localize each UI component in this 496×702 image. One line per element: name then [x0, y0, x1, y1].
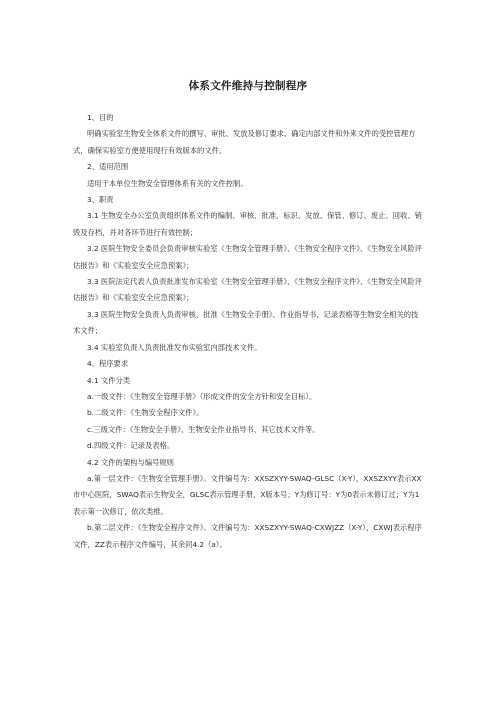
paragraph: 3.3 医院法定代表人负责批准发布实验室《生物安全管理手册》、《生物安全程序文件》、《生物安全风险评估报告》和《实验室安全应急预案》； [73, 277, 422, 303]
paragraph: 3.3 医院生物安全负责人负责审核、批准《生物安全手册》、作业指导书、记录表格等生物安全相关的技术文件； [73, 309, 419, 336]
document-title: 体系文件维持与控制程序 [188, 80, 308, 92]
document-body [73, 110, 425, 553]
paragraph: a.一级文件：《生物安全管理手册》（形成文件的安全方针和安全目标）。 [87, 391, 317, 401]
paragraph: 4、程序要求 [87, 359, 129, 369]
paragraph: 3、职责 [87, 195, 114, 205]
paragraph: 2、适用范围 [87, 162, 129, 172]
paragraph: d.四级文件：记录及表格。 [87, 441, 175, 451]
paragraph: 明确实验室生物安全体系文件的撰写、审批、发放及修订要求、确定内部文件和外来文件的受控管理方式，确保实验室方便使用现行有效版本的文件。 [73, 129, 416, 155]
paragraph: 4.2 文件的架构与编号规则 [87, 457, 174, 467]
paragraph: 4.1 文件分类 [87, 375, 131, 385]
paragraph: a.第一层文件：《生物安全管理手册》。文件编号为：XXSZXYY-SWAQ-GLSC（X-Y），XXSZXYY表示XX市中心医院，SWAQ表示生物安全，GLSC表示管理手册，X版本号；Y为修订号：Y为0表示未修订过；Y为1表示第一次修订，依次类推。 [73, 473, 422, 516]
paragraph: 3.2 医院生物安全委员会负责审核实验室《生物安全管理手册》、《生物安全程序文件》、《生物安全风险评估报告》和《实验室安全应急预案》； [73, 244, 422, 270]
paragraph: 适用于本单位生物安全管理体系有关的文件控制。 [87, 178, 248, 188]
paragraph: 3.4 实验室负责人负责批准发布实验室内部技术文件。 [87, 342, 262, 352]
paragraph: b.第二层文件：《生物安全程序文件》。文件编号为：XXSZXYY-SWAQ-CXWJZZ（X-Y），CXWJ表示程序文件，ZZ表示程序文件编号，其余同4.2（a）。 [73, 523, 422, 549]
paragraph: b.二级文件：《生物安全程序文件》。 [87, 408, 204, 418]
paragraph: 1、目的 [87, 113, 114, 122]
paragraph: 3.1 生物安全办公室负责组织体系文件的编制、审核、批准、标识、发放、保管、修订、废止、回收、销毁及存档，并对各环节进行有效控制； [73, 211, 422, 237]
paragraph: c.三级文件：《生物安全手册》、生物安全作业指导书、其它技术文件等。 [87, 424, 320, 434]
